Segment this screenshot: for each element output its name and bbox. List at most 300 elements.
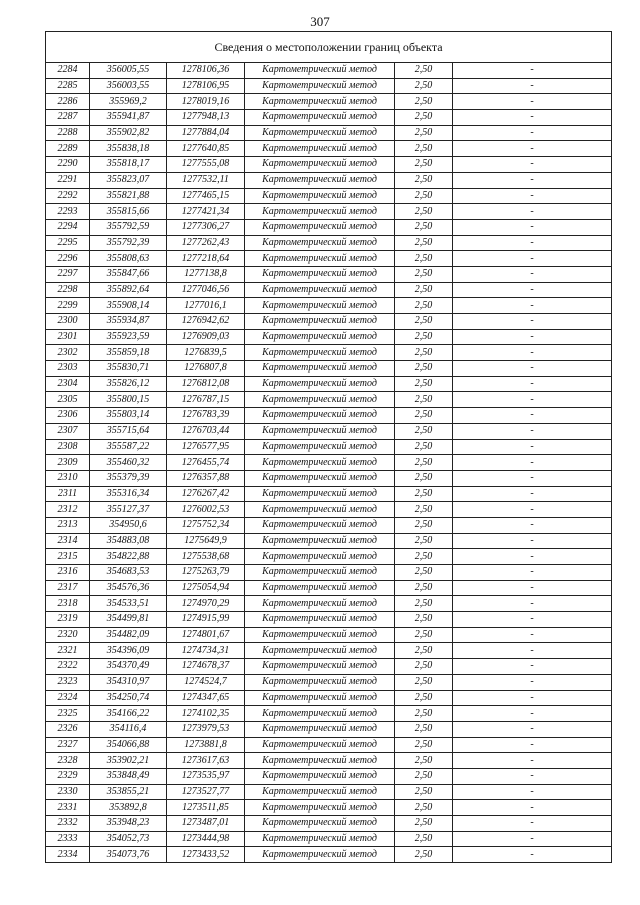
description-cell: - xyxy=(453,565,612,581)
x-coordinate-cell: 355815,66 xyxy=(90,204,167,220)
table-row xyxy=(46,94,612,110)
boundary-coordinates-table xyxy=(45,31,612,863)
x-coordinate-cell: 355830,71 xyxy=(90,361,167,377)
description-cell: - xyxy=(453,486,612,502)
y-coordinate-cell: 1275649,9 xyxy=(167,533,245,549)
point-number-cell: 2301 xyxy=(46,329,90,345)
point-number-cell: 2333 xyxy=(46,831,90,847)
description-cell: - xyxy=(453,110,612,126)
description-cell: - xyxy=(453,157,612,173)
accuracy-cell: 2,50 xyxy=(395,800,453,816)
accuracy-cell: 2,50 xyxy=(395,533,453,549)
table-row xyxy=(46,141,612,157)
point-number-cell: 2313 xyxy=(46,517,90,533)
y-coordinate-cell: 1276002,53 xyxy=(167,502,245,518)
accuracy-cell: 2,50 xyxy=(395,110,453,126)
accuracy-cell: 2,50 xyxy=(395,172,453,188)
accuracy-cell: 2,50 xyxy=(395,674,453,690)
accuracy-cell: 2,50 xyxy=(395,721,453,737)
x-coordinate-cell: 355823,07 xyxy=(90,172,167,188)
y-coordinate-cell: 1278106,95 xyxy=(167,78,245,94)
point-number-cell: 2329 xyxy=(46,768,90,784)
table-title: Сведения о местоположении границ объекта xyxy=(46,32,612,63)
description-cell: - xyxy=(453,847,612,863)
y-coordinate-cell: 1276703,44 xyxy=(167,423,245,439)
y-coordinate-cell: 1277421,34 xyxy=(167,204,245,220)
accuracy-cell: 2,50 xyxy=(395,235,453,251)
table-row xyxy=(46,361,612,377)
y-coordinate-cell: 1273433,52 xyxy=(167,847,245,863)
point-number-cell: 2305 xyxy=(46,392,90,408)
method-cell: Картометрический метод xyxy=(245,78,395,94)
point-number-cell: 2290 xyxy=(46,157,90,173)
table-row xyxy=(46,768,612,784)
table-row xyxy=(46,627,612,643)
description-cell: - xyxy=(453,345,612,361)
point-number-cell: 2334 xyxy=(46,847,90,863)
table-row xyxy=(46,188,612,204)
accuracy-cell: 2,50 xyxy=(395,580,453,596)
table-row xyxy=(46,345,612,361)
x-coordinate-cell: 355934,87 xyxy=(90,314,167,330)
x-coordinate-cell: 354066,88 xyxy=(90,737,167,753)
accuracy-cell: 2,50 xyxy=(395,549,453,565)
table-row xyxy=(46,706,612,722)
y-coordinate-cell: 1277555,08 xyxy=(167,157,245,173)
description-cell: - xyxy=(453,596,612,612)
table-row xyxy=(46,533,612,549)
point-number-cell: 2284 xyxy=(46,63,90,79)
y-coordinate-cell: 1273617,63 xyxy=(167,753,245,769)
method-cell: Картометрический метод xyxy=(245,659,395,675)
description-cell: - xyxy=(453,502,612,518)
accuracy-cell: 2,50 xyxy=(395,643,453,659)
method-cell: Картометрический метод xyxy=(245,847,395,863)
y-coordinate-cell: 1273511,85 xyxy=(167,800,245,816)
y-coordinate-cell: 1275054,94 xyxy=(167,580,245,596)
description-cell: - xyxy=(453,204,612,220)
x-coordinate-cell: 355792,59 xyxy=(90,219,167,235)
accuracy-cell: 2,50 xyxy=(395,157,453,173)
y-coordinate-cell: 1273527,77 xyxy=(167,784,245,800)
method-cell: Картометрический метод xyxy=(245,329,395,345)
x-coordinate-cell: 355803,14 xyxy=(90,408,167,424)
table-row xyxy=(46,784,612,800)
y-coordinate-cell: 1274678,37 xyxy=(167,659,245,675)
description-cell: - xyxy=(453,517,612,533)
x-coordinate-cell: 355316,34 xyxy=(90,486,167,502)
method-cell: Картометрический метод xyxy=(245,188,395,204)
x-coordinate-cell: 355902,82 xyxy=(90,125,167,141)
table-row xyxy=(46,282,612,298)
description-cell: - xyxy=(453,439,612,455)
accuracy-cell: 2,50 xyxy=(395,329,453,345)
y-coordinate-cell: 1273979,53 xyxy=(167,721,245,737)
description-cell: - xyxy=(453,314,612,330)
method-cell: Картометрический метод xyxy=(245,831,395,847)
y-coordinate-cell: 1277884,04 xyxy=(167,125,245,141)
accuracy-cell: 2,50 xyxy=(395,690,453,706)
method-cell: Картометрический метод xyxy=(245,361,395,377)
method-cell: Картометрический метод xyxy=(245,408,395,424)
point-number-cell: 2307 xyxy=(46,423,90,439)
table-row xyxy=(46,376,612,392)
table-row xyxy=(46,298,612,314)
x-coordinate-cell: 355941,87 xyxy=(90,110,167,126)
point-number-cell: 2322 xyxy=(46,659,90,675)
description-cell: - xyxy=(453,188,612,204)
description-cell: - xyxy=(453,643,612,659)
accuracy-cell: 2,50 xyxy=(395,282,453,298)
table-row xyxy=(46,455,612,471)
x-coordinate-cell: 355838,18 xyxy=(90,141,167,157)
x-coordinate-cell: 355818,17 xyxy=(90,157,167,173)
x-coordinate-cell: 354166,22 xyxy=(90,706,167,722)
accuracy-cell: 2,50 xyxy=(395,63,453,79)
x-coordinate-cell: 354073,76 xyxy=(90,847,167,863)
x-coordinate-cell: 354482,09 xyxy=(90,627,167,643)
point-number-cell: 2286 xyxy=(46,94,90,110)
method-cell: Картометрический метод xyxy=(245,549,395,565)
x-coordinate-cell: 355969,2 xyxy=(90,94,167,110)
table-row xyxy=(46,157,612,173)
description-cell: - xyxy=(453,674,612,690)
point-number-cell: 2297 xyxy=(46,266,90,282)
x-coordinate-cell: 356005,55 xyxy=(90,63,167,79)
method-cell: Картометрический метод xyxy=(245,298,395,314)
y-coordinate-cell: 1276357,88 xyxy=(167,470,245,486)
description-cell: - xyxy=(453,627,612,643)
point-number-cell: 2318 xyxy=(46,596,90,612)
description-cell: - xyxy=(453,690,612,706)
table-row xyxy=(46,690,612,706)
x-coordinate-cell: 356003,55 xyxy=(90,78,167,94)
description-cell: - xyxy=(453,266,612,282)
method-cell: Картометрический метод xyxy=(245,204,395,220)
y-coordinate-cell: 1276577,95 xyxy=(167,439,245,455)
accuracy-cell: 2,50 xyxy=(395,455,453,471)
y-coordinate-cell: 1277465,15 xyxy=(167,188,245,204)
x-coordinate-cell: 354370,49 xyxy=(90,659,167,675)
y-coordinate-cell: 1273444,98 xyxy=(167,831,245,847)
method-cell: Картометрический метод xyxy=(245,533,395,549)
y-coordinate-cell: 1274102,35 xyxy=(167,706,245,722)
table-row xyxy=(46,596,612,612)
table-row xyxy=(46,753,612,769)
method-cell: Картометрический метод xyxy=(245,172,395,188)
x-coordinate-cell: 355908,14 xyxy=(90,298,167,314)
table-row xyxy=(46,329,612,345)
method-cell: Картометрический метод xyxy=(245,345,395,361)
point-number-cell: 2323 xyxy=(46,674,90,690)
accuracy-cell: 2,50 xyxy=(395,565,453,581)
description-cell: - xyxy=(453,659,612,675)
point-number-cell: 2299 xyxy=(46,298,90,314)
accuracy-cell: 2,50 xyxy=(395,502,453,518)
method-cell: Картометрический метод xyxy=(245,376,395,392)
point-number-cell: 2293 xyxy=(46,204,90,220)
accuracy-cell: 2,50 xyxy=(395,831,453,847)
x-coordinate-cell: 355859,18 xyxy=(90,345,167,361)
x-coordinate-cell: 355923,59 xyxy=(90,329,167,345)
point-number-cell: 2292 xyxy=(46,188,90,204)
y-coordinate-cell: 1274970,29 xyxy=(167,596,245,612)
table-row xyxy=(46,721,612,737)
method-cell: Картометрический метод xyxy=(245,706,395,722)
x-coordinate-cell: 355127,37 xyxy=(90,502,167,518)
method-cell: Картометрический метод xyxy=(245,612,395,628)
point-number-cell: 2330 xyxy=(46,784,90,800)
method-cell: Картометрический метод xyxy=(245,627,395,643)
x-coordinate-cell: 354950,6 xyxy=(90,517,167,533)
method-cell: Картометрический метод xyxy=(245,219,395,235)
description-cell: - xyxy=(453,94,612,110)
description-cell: - xyxy=(453,816,612,832)
y-coordinate-cell: 1277046,56 xyxy=(167,282,245,298)
point-number-cell: 2304 xyxy=(46,376,90,392)
point-number-cell: 2320 xyxy=(46,627,90,643)
table-row xyxy=(46,502,612,518)
y-coordinate-cell: 1278106,36 xyxy=(167,63,245,79)
table-row xyxy=(46,78,612,94)
table-row xyxy=(46,172,612,188)
method-cell: Картометрический метод xyxy=(245,282,395,298)
x-coordinate-cell: 355379,39 xyxy=(90,470,167,486)
page-number: 307 xyxy=(310,14,330,29)
method-cell: Картометрический метод xyxy=(245,753,395,769)
point-number-cell: 2302 xyxy=(46,345,90,361)
y-coordinate-cell: 1273487,01 xyxy=(167,816,245,832)
x-coordinate-cell: 355460,32 xyxy=(90,455,167,471)
y-coordinate-cell: 1277218,64 xyxy=(167,251,245,267)
y-coordinate-cell: 1277948,13 xyxy=(167,110,245,126)
x-coordinate-cell: 354396,09 xyxy=(90,643,167,659)
method-cell: Картометрический метод xyxy=(245,266,395,282)
y-coordinate-cell: 1275263,79 xyxy=(167,565,245,581)
table-row xyxy=(46,251,612,267)
method-cell: Картометрический метод xyxy=(245,94,395,110)
accuracy-cell: 2,50 xyxy=(395,298,453,314)
accuracy-cell: 2,50 xyxy=(395,361,453,377)
x-coordinate-cell: 353848,49 xyxy=(90,768,167,784)
point-number-cell: 2300 xyxy=(46,314,90,330)
x-coordinate-cell: 354822,88 xyxy=(90,549,167,565)
description-cell: - xyxy=(453,455,612,471)
description-cell: - xyxy=(453,549,612,565)
point-number-cell: 2312 xyxy=(46,502,90,518)
x-coordinate-cell: 353855,21 xyxy=(90,784,167,800)
description-cell: - xyxy=(453,706,612,722)
table-row xyxy=(46,565,612,581)
x-coordinate-cell: 353892,8 xyxy=(90,800,167,816)
accuracy-cell: 2,50 xyxy=(395,423,453,439)
table-row xyxy=(46,204,612,220)
point-number-cell: 2294 xyxy=(46,219,90,235)
description-cell: - xyxy=(453,580,612,596)
method-cell: Картометрический метод xyxy=(245,800,395,816)
accuracy-cell: 2,50 xyxy=(395,408,453,424)
y-coordinate-cell: 1273881,8 xyxy=(167,737,245,753)
description-cell: - xyxy=(453,768,612,784)
table-row xyxy=(46,110,612,126)
point-number-cell: 2309 xyxy=(46,455,90,471)
x-coordinate-cell: 355715,64 xyxy=(90,423,167,439)
point-number-cell: 2289 xyxy=(46,141,90,157)
table-row xyxy=(46,643,612,659)
y-coordinate-cell: 1277016,1 xyxy=(167,298,245,314)
method-cell: Картометрический метод xyxy=(245,314,395,330)
method-cell: Картометрический метод xyxy=(245,816,395,832)
method-cell: Картометрический метод xyxy=(245,63,395,79)
y-coordinate-cell: 1276783,39 xyxy=(167,408,245,424)
y-coordinate-cell: 1276455,74 xyxy=(167,455,245,471)
y-coordinate-cell: 1274801,67 xyxy=(167,627,245,643)
method-cell: Картометрический метод xyxy=(245,157,395,173)
y-coordinate-cell: 1277262,43 xyxy=(167,235,245,251)
accuracy-cell: 2,50 xyxy=(395,768,453,784)
x-coordinate-cell: 355587,22 xyxy=(90,439,167,455)
accuracy-cell: 2,50 xyxy=(395,784,453,800)
point-number-cell: 2308 xyxy=(46,439,90,455)
accuracy-cell: 2,50 xyxy=(395,439,453,455)
table-row xyxy=(46,486,612,502)
method-cell: Картометрический метод xyxy=(245,768,395,784)
method-cell: Картометрический метод xyxy=(245,455,395,471)
table-row xyxy=(46,314,612,330)
method-cell: Картометрический метод xyxy=(245,690,395,706)
description-cell: - xyxy=(453,361,612,377)
accuracy-cell: 2,50 xyxy=(395,486,453,502)
point-number-cell: 2295 xyxy=(46,235,90,251)
method-cell: Картометрический метод xyxy=(245,110,395,126)
accuracy-cell: 2,50 xyxy=(395,219,453,235)
method-cell: Картометрический метод xyxy=(245,596,395,612)
description-cell: - xyxy=(453,721,612,737)
accuracy-cell: 2,50 xyxy=(395,470,453,486)
accuracy-cell: 2,50 xyxy=(395,612,453,628)
point-number-cell: 2288 xyxy=(46,125,90,141)
description-cell: - xyxy=(453,408,612,424)
point-number-cell: 2321 xyxy=(46,643,90,659)
method-cell: Картометрический метод xyxy=(245,470,395,486)
table-row xyxy=(46,235,612,251)
table-title-row xyxy=(46,32,612,63)
method-cell: Картометрический метод xyxy=(245,721,395,737)
description-cell: - xyxy=(453,172,612,188)
point-number-cell: 2332 xyxy=(46,816,90,832)
accuracy-cell: 2,50 xyxy=(395,266,453,282)
x-coordinate-cell: 354683,53 xyxy=(90,565,167,581)
accuracy-cell: 2,50 xyxy=(395,141,453,157)
description-cell: - xyxy=(453,612,612,628)
accuracy-cell: 2,50 xyxy=(395,627,453,643)
table-row xyxy=(46,674,612,690)
point-number-cell: 2291 xyxy=(46,172,90,188)
x-coordinate-cell: 355792,39 xyxy=(90,235,167,251)
table-row xyxy=(46,423,612,439)
method-cell: Картометрический метод xyxy=(245,235,395,251)
x-coordinate-cell: 354499,81 xyxy=(90,612,167,628)
y-coordinate-cell: 1276942,62 xyxy=(167,314,245,330)
point-number-cell: 2303 xyxy=(46,361,90,377)
y-coordinate-cell: 1275752,34 xyxy=(167,517,245,533)
y-coordinate-cell: 1274347,65 xyxy=(167,690,245,706)
point-number-cell: 2315 xyxy=(46,549,90,565)
accuracy-cell: 2,50 xyxy=(395,737,453,753)
point-number-cell: 2316 xyxy=(46,565,90,581)
table-row xyxy=(46,847,612,863)
table-row xyxy=(46,408,612,424)
y-coordinate-cell: 1274524,7 xyxy=(167,674,245,690)
accuracy-cell: 2,50 xyxy=(395,78,453,94)
description-cell: - xyxy=(453,63,612,79)
method-cell: Картометрический метод xyxy=(245,502,395,518)
y-coordinate-cell: 1277532,11 xyxy=(167,172,245,188)
y-coordinate-cell: 1276807,8 xyxy=(167,361,245,377)
y-coordinate-cell: 1276267,42 xyxy=(167,486,245,502)
description-cell: - xyxy=(453,470,612,486)
description-cell: - xyxy=(453,141,612,157)
accuracy-cell: 2,50 xyxy=(395,376,453,392)
point-number-cell: 2328 xyxy=(46,753,90,769)
x-coordinate-cell: 353902,21 xyxy=(90,753,167,769)
table-row xyxy=(46,219,612,235)
method-cell: Картометрический метод xyxy=(245,486,395,502)
description-cell: - xyxy=(453,831,612,847)
x-coordinate-cell: 355800,15 xyxy=(90,392,167,408)
table-row xyxy=(46,266,612,282)
description-cell: - xyxy=(453,800,612,816)
y-coordinate-cell: 1277138,8 xyxy=(167,266,245,282)
description-cell: - xyxy=(453,737,612,753)
description-cell: - xyxy=(453,423,612,439)
accuracy-cell: 2,50 xyxy=(395,204,453,220)
point-number-cell: 2319 xyxy=(46,612,90,628)
accuracy-cell: 2,50 xyxy=(395,816,453,832)
description-cell: - xyxy=(453,753,612,769)
x-coordinate-cell: 354250,74 xyxy=(90,690,167,706)
description-cell: - xyxy=(453,376,612,392)
point-number-cell: 2285 xyxy=(46,78,90,94)
description-cell: - xyxy=(453,125,612,141)
method-cell: Картометрический метод xyxy=(245,125,395,141)
y-coordinate-cell: 1275538,68 xyxy=(167,549,245,565)
method-cell: Картометрический метод xyxy=(245,580,395,596)
method-cell: Картометрический метод xyxy=(245,643,395,659)
point-number-cell: 2298 xyxy=(46,282,90,298)
description-cell: - xyxy=(453,219,612,235)
y-coordinate-cell: 1277306,27 xyxy=(167,219,245,235)
x-coordinate-cell: 355821,88 xyxy=(90,188,167,204)
description-cell: - xyxy=(453,533,612,549)
description-cell: - xyxy=(453,392,612,408)
description-cell: - xyxy=(453,298,612,314)
method-cell: Картометрический метод xyxy=(245,423,395,439)
x-coordinate-cell: 354116,4 xyxy=(90,721,167,737)
table-row xyxy=(46,517,612,533)
table-row xyxy=(46,392,612,408)
table-row xyxy=(46,470,612,486)
x-coordinate-cell: 355892,64 xyxy=(90,282,167,298)
point-number-cell: 2325 xyxy=(46,706,90,722)
accuracy-cell: 2,50 xyxy=(395,659,453,675)
point-number-cell: 2310 xyxy=(46,470,90,486)
point-number-cell: 2327 xyxy=(46,737,90,753)
description-cell: - xyxy=(453,251,612,267)
table-row xyxy=(46,800,612,816)
accuracy-cell: 2,50 xyxy=(395,392,453,408)
accuracy-cell: 2,50 xyxy=(395,94,453,110)
